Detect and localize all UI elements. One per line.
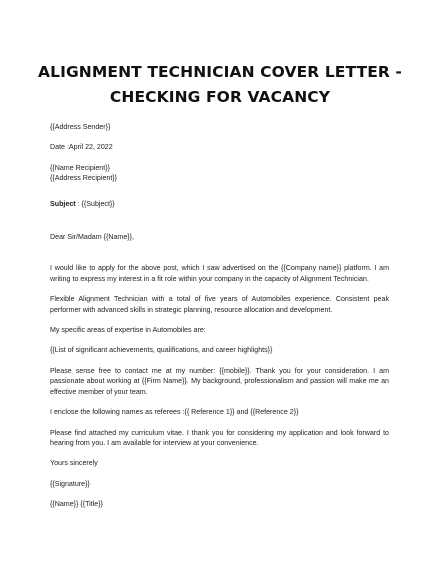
address-recipient: {{Address Recipient}}: [50, 174, 118, 183]
letter-body: [50, 122, 389, 510]
address-sender: {{Address Sender}}: [50, 123, 111, 131]
paragraph-contact: Please sense free to contact me at my number: {{mobile}}. Thank you for your consideration. I am passionate about working at {{Firm Name}}. My background, professionalism and passion will make me an effective member of your team.: [50, 366, 389, 396]
signature: {{Signature}}: [50, 479, 90, 488]
name-title: {{Name}} {{Title}}: [50, 500, 103, 509]
paragraph-expertise: My specific areas of expertise in Automobiles are:: [50, 326, 206, 335]
letter-date: Date :April 22, 2022: [50, 143, 113, 152]
subject-label: Subject: [50, 199, 76, 208]
name-recipient: {{Name Recipient}}: [50, 163, 110, 172]
subject-line: [50, 199, 389, 209]
paragraph-references: I enclose the following names as referees :{{ Reference 1}} and {{Reference 2}}: [50, 408, 299, 417]
subject-value: : {{Subject}}: [75, 199, 115, 208]
salutation: Dear Sir/Madam {{Name}},: [50, 233, 134, 242]
letter-title: ALIGNMENT TECHNICIAN COVER LETTER - CHECKING FOR VACANCY: [38, 63, 402, 106]
closing: Yours sincerely: [50, 459, 98, 468]
paragraph-intro: I would like to apply for the above post, which I saw advertised on the {{Company name}} platform. I am writing to express my interest in a fit role within your company in the capacity of Alignment Technician.: [50, 264, 389, 283]
paragraph-cv: Please find attached my curriculum vitae. I thank you for considering my application and look forward to hearing from you. I am available for interview at your convenience.: [50, 428, 389, 447]
paragraph-achievements: {{List of significant achievements, qualifications, and career highlights}}: [50, 346, 273, 355]
paragraph-experience: Flexible Alignment Technician with a total of five years of Automobiles experience. Consistent peak performer with advanced skills in strategic planning, resource allocation and development.: [50, 295, 389, 314]
